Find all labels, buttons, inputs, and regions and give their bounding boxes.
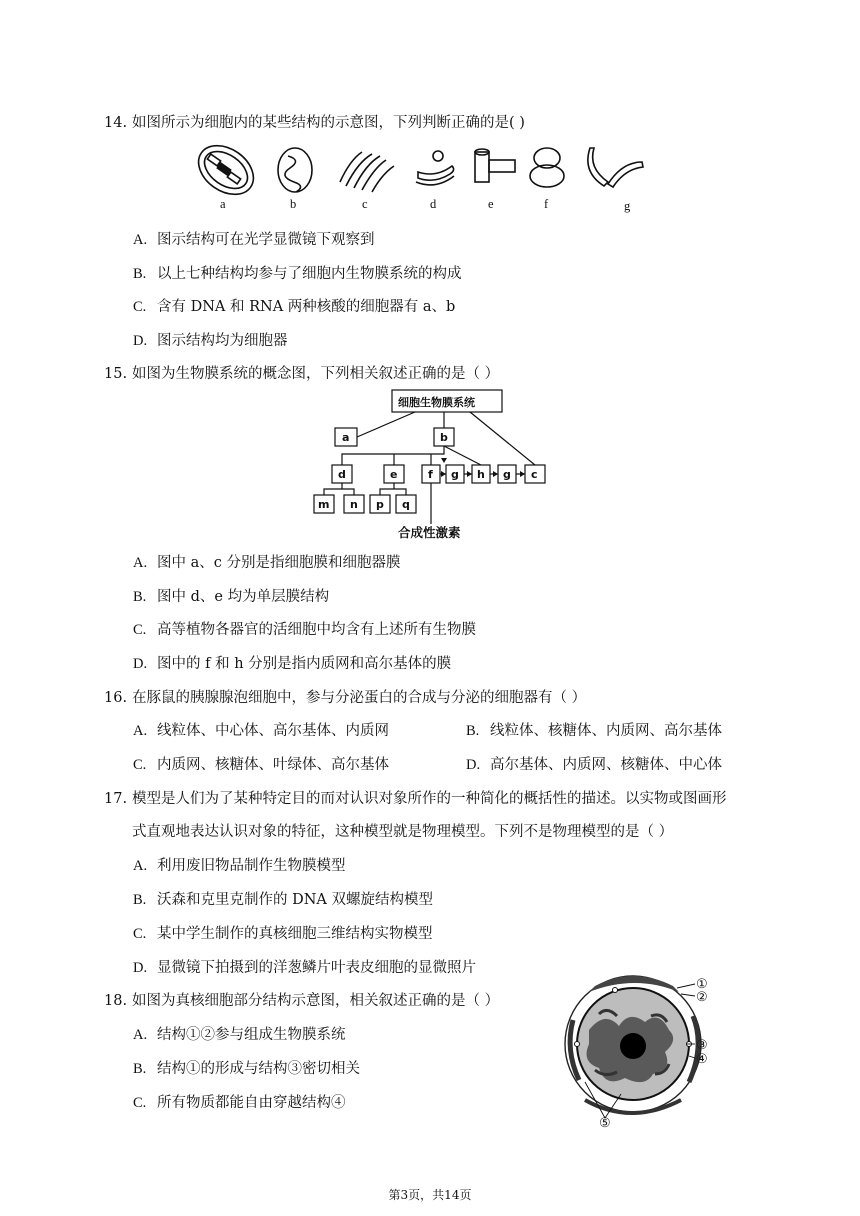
endoplasmic-reticulum-icon <box>340 152 394 192</box>
question-17-stem-line1: 17. 模型是人们为了某种特定目的而对认识对象所作的一种简化的概括性的描述。以实物或图画形 <box>104 791 727 807</box>
q18-option-c[interactable]: C. 所有物质都能自由穿越结构④ <box>133 1095 346 1111</box>
question-16-stem: 16. 在豚鼠的胰腺腺泡细胞中，参与分泌蛋白的合成与分泌的细胞器有（ ） <box>104 690 587 706</box>
node-h-label: h <box>477 468 485 481</box>
q18-option-a[interactable]: A. 结构①②参与组成生物膜系统 <box>133 1027 346 1043</box>
q17-option-c[interactable]: C. 某中学生制作的真核细胞三维结构实物模型 <box>133 926 433 942</box>
q15-option-b[interactable]: B. 图中 d、e 均为单层膜结构 <box>133 589 330 605</box>
label-5: ⑤ <box>599 1115 611 1130</box>
node-e-label: e <box>390 468 398 481</box>
label-3: ③ <box>696 1037 708 1052</box>
node-root-label: 细胞生物膜系统 <box>398 396 475 409</box>
organelle-figure <box>190 142 670 212</box>
q14-option-c[interactable]: C. 含有 DNA 和 RNA 两种核酸的细胞器有 a、b <box>133 299 456 315</box>
figure-label-c: c <box>362 197 368 211</box>
figure-label-g: g <box>624 199 631 213</box>
question-15-stem: 15. 如图为生物膜系统的概念图，下列相关叙述正确的是（ ） <box>104 366 500 382</box>
q17-option-d[interactable]: D. 显微镜下拍摄到的洋葱鳞片叶表皮细胞的显微照片 <box>133 960 476 976</box>
q15-option-a[interactable]: A. 图中 a、c 分别是指细胞膜和细胞器膜 <box>133 555 401 571</box>
q14-option-a[interactable]: A. 图示结构可在光学显微镜下观察到 <box>133 232 375 248</box>
label-4: ④ <box>696 1051 708 1066</box>
q16-option-b[interactable]: B. 线粒体、核糖体、内质网、高尔基体 <box>466 723 722 739</box>
q17-option-a[interactable]: A. 利用废旧物品制作生物膜模型 <box>133 858 346 874</box>
node-f-label: f <box>428 468 433 481</box>
node-a-label: a <box>342 431 350 444</box>
node-m-label: m <box>318 498 330 511</box>
q15-option-d[interactable]: D. 图中的 f 和 h 分别是指内质网和高尔基体的膜 <box>133 656 452 672</box>
node-p-label: p <box>376 498 384 511</box>
question-18-stem: 18. 如图为真核细胞部分结构示意图，相关叙述正确的是（ ） <box>104 993 500 1009</box>
vesicle-icon <box>588 148 643 187</box>
figure-label-d: d <box>430 197 437 211</box>
label-2: ② <box>696 989 708 1004</box>
ribosome-icon <box>530 148 564 187</box>
chloroplast-icon <box>189 136 262 205</box>
label-1: ① <box>696 976 708 991</box>
node-c-label: c <box>531 468 538 481</box>
q17-option-b[interactable]: B. 沃森和克里克制作的 DNA 双螺旋结构模型 <box>133 892 434 908</box>
nucleus-icon <box>565 976 701 1113</box>
hormone-label: 合成性激素 <box>398 525 461 540</box>
node-n-label: n <box>350 498 358 511</box>
node-b-label: b <box>440 431 448 444</box>
figure-label-a: a <box>220 197 226 211</box>
q14-option-d[interactable]: D. 图示结构均为细胞器 <box>133 333 288 349</box>
q14-option-b[interactable]: B. 以上七种结构均参与了细胞内生物膜系统的构成 <box>133 266 462 282</box>
node-d-label: d <box>338 468 346 481</box>
golgi-apparatus-icon <box>416 151 454 185</box>
q16-option-d[interactable]: D. 高尔基体、内质网、核糖体、中心体 <box>466 757 722 773</box>
node-g2-label: g <box>503 468 511 481</box>
q16-option-c[interactable]: C. 内质网、核糖体、叶绿体、高尔基体 <box>133 757 389 773</box>
mitochondrion-icon <box>278 148 312 192</box>
centrosome-icon <box>475 149 515 182</box>
node-q-label: q <box>402 498 410 511</box>
node-g1-label: g <box>451 468 459 481</box>
q18-option-b[interactable]: B. 结构①的形成与结构③密切相关 <box>133 1061 360 1077</box>
figure-label-f: f <box>544 197 549 211</box>
question-17-stem-line2: 式直观地表达认识对象的特征，这种模型就是物理模型。下列不是物理模型的是（ ） <box>132 824 674 840</box>
page-footer: 第3页，共14页 <box>388 1188 472 1202</box>
question-14-stem: 14. 如图所示为细胞内的某些结构的示意图，下列判断正确的是( ) <box>104 115 525 131</box>
nucleus-figure <box>555 970 715 1130</box>
q15-option-c[interactable]: C. 高等植物各器官的活细胞中均含有上述所有生物膜 <box>133 622 476 638</box>
q16-option-a[interactable]: A. 线粒体、中心体、高尔基体、内质网 <box>133 723 389 739</box>
membrane-concept-map <box>310 388 555 540</box>
figure-label-b: b <box>290 197 297 211</box>
figure-label-e: e <box>488 197 494 211</box>
